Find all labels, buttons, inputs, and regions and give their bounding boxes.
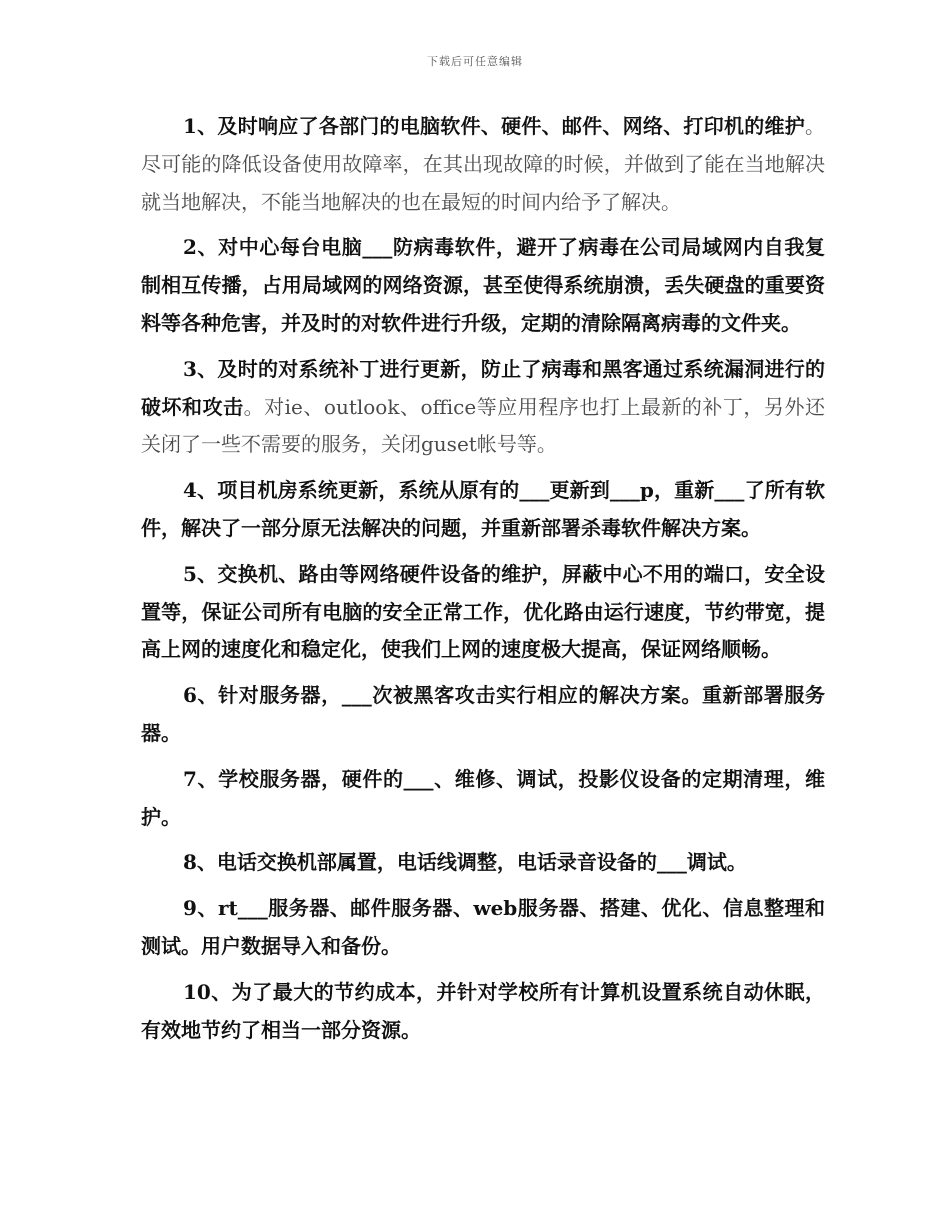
paragraph-3-bold-text: 3、及时的对系统补丁进行更新，防止了病毒和黑客通过系统漏洞进行的破坏和攻击 xyxy=(141,356,825,419)
paragraph-10 xyxy=(141,974,825,1050)
paragraph-2-bold-text: 2、对中心每台电脑___防病毒软件，避开了病毒在公司局域网内自我复制相互传播，占用局域网的网络资源，甚至使得系统崩溃，丢失硬盘的重要资料等各种危害，并及时的对软件进行升级，定期的清除隔离病毒的文件夹。 xyxy=(141,235,825,335)
paragraph-9-bold-text: 9、rt___服务器、邮件服务器、web服务器、搭建、优化、信息整理和测试。用户数据导入和备份。 xyxy=(141,896,825,958)
paragraph-3-light-text: 。对ie、outlook、office等应用程序也打上最新的补丁，另外还关闭了一些不需要的服务，关闭guset帐号等。 xyxy=(141,394,825,457)
paragraph-7 xyxy=(141,761,825,837)
paragraph-5 xyxy=(141,556,825,669)
paragraph-8-bold-text: 8、电话交换机部属置，电话线调整，电话录音设备的___调试。 xyxy=(183,850,747,875)
document-body xyxy=(141,108,825,1057)
paragraph-9 xyxy=(141,890,825,966)
page-header-note: 下载后可任意编辑 xyxy=(427,55,523,68)
paragraph-1-light-text: 。尽可能的降低设备使用故障率，在其出现故障的时候，并做到了能在当地解决就当地解决，不能当地解决的也在最短的时间内给予了解决。 xyxy=(141,114,825,214)
paragraph-7-bold-text: 7、学校服务器，硬件的___、维修、调试，投影仪设备的定期清理，维护。 xyxy=(141,766,825,829)
paragraph-8 xyxy=(141,844,825,882)
paragraph-10-bold-text: 10、为了最大的节约成本，并针对学校所有计算机设置系统自动休眠，有效地节约了相当一部分资源。 xyxy=(141,979,825,1042)
paragraph-1 xyxy=(141,108,825,221)
paragraph-4 xyxy=(141,472,825,548)
paragraph-5-bold-text: 5、交换机、路由等网络硬件设备的维护，屏蔽中心不用的端口，安全设置等，保证公司所有电脑的安全正常工作，优化路由运行速度，节约带宽，提高上网的速度化和稳定化，使我们上网的速度极大提高，保证网络顺畅。 xyxy=(141,561,825,662)
paragraph-4-bold-text: 4、项目机房系统更新，系统从原有的___更新到___p，重新___了所有软件，解决了一部分原无法解决的问题，并重新部署杀毒软件解决方案。 xyxy=(141,478,825,540)
paragraph-2 xyxy=(141,229,825,342)
paragraph-6-bold-text: 6、针对服务器，___次被黑客攻击实行相应的解决方案。重新部署服务器。 xyxy=(141,683,825,745)
paragraph-6 xyxy=(141,677,825,753)
paragraph-1-bold-text: 1、及时响应了各部门的电脑软件、硬件、邮件、网络、打印机的维护 xyxy=(183,114,805,138)
paragraph-3 xyxy=(141,351,825,464)
